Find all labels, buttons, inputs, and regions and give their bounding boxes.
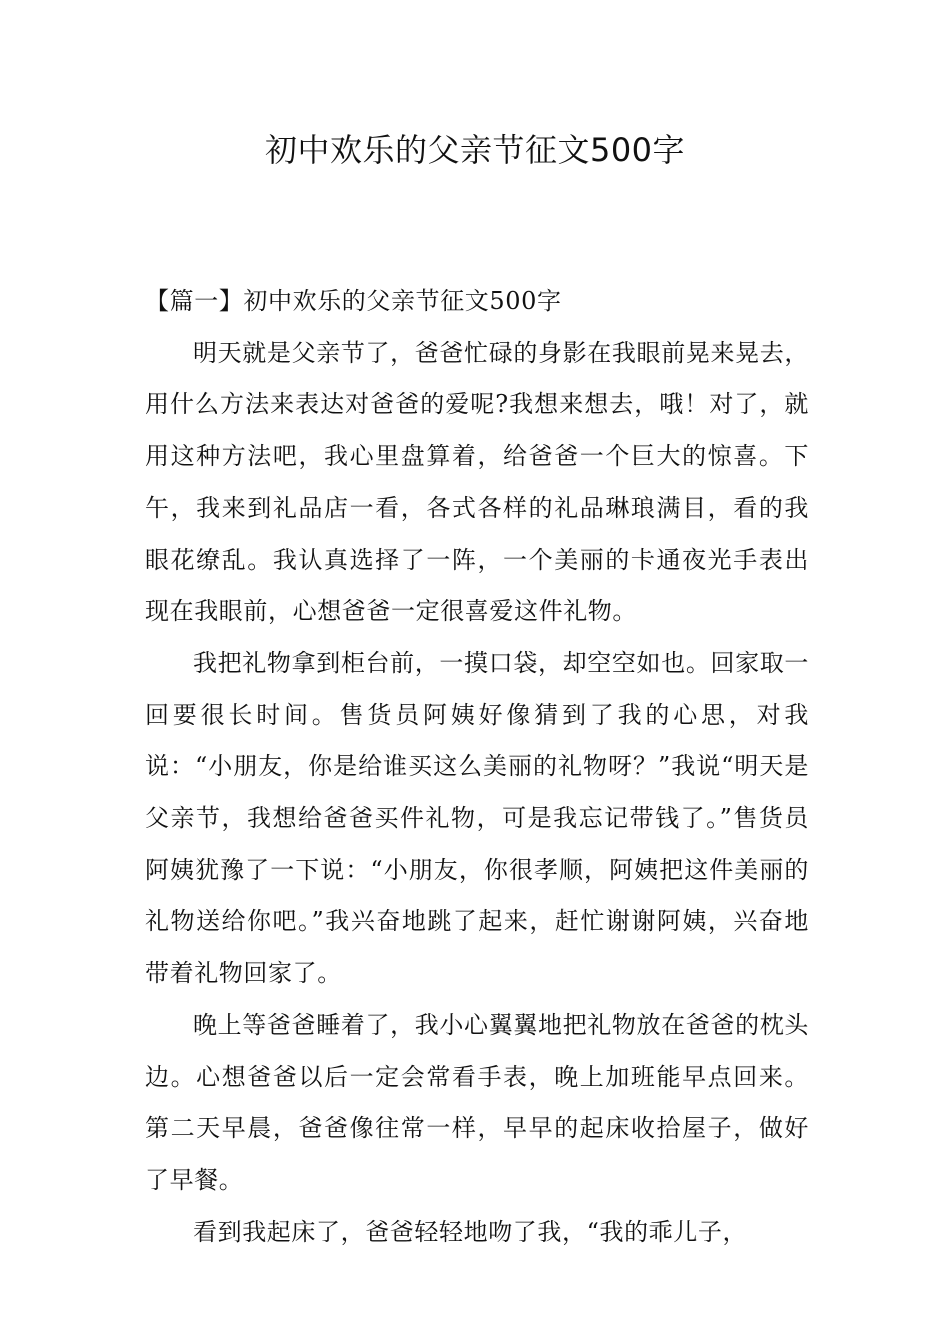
document-title: 初中欢乐的父亲节征文500字: [264, 131, 686, 169]
paragraph: 晚上等爸爸睡着了，我小心翼翼地把礼物放在爸爸的枕头边。心想爸爸以后一定会常看手表，晚上加班能早点回来。第二天早晨，爸爸像往常一样，早早的起床收拾屋子，做好了早餐。: [145, 1010, 809, 1194]
paragraph: 明天就是父亲节了，爸爸忙碌的身影在我眼前晃来晃去，用什么方法来表达对爸爸的爱呢?我想来想去，哦！对了，就用这种方法吧，我心里盘算着，给爸爸一个巨大的惊喜。下午，我来到礼品店一看，各式各样的礼品琳琅满目，看的我眼花缭乱。我认真选择了一阵，一个美丽的卡通夜光手表出现在我眼前，心想爸爸一定很喜爱这件礼物。: [145, 338, 809, 626]
paragraph: 看到我起床了，爸爸轻轻地吻了我，“我的乖儿子，: [193, 1217, 748, 1246]
section-heading: 【篇一】初中欢乐的父亲节征文500字: [145, 287, 562, 315]
paragraph: 我把礼物拿到柜台前，一摸口袋，却空空如也。回家取一回要很长时间。售货员阿姨好像猜到了我的心思，对我说：“小朋友，你是给谁买这么美丽的礼物呀？”我说“明天是父亲节，我想给爸爸买件礼物，可是我忘记带钱了。”售货员阿姨犹豫了一下说：“小朋友，你很孝顺，阿姨把这件美丽的礼物送给你吧。”我兴奋地跳了起来，赶忙谢谢阿姨，兴奋地带着礼物回家了。: [145, 648, 809, 988]
document-body: [145, 276, 809, 1258]
